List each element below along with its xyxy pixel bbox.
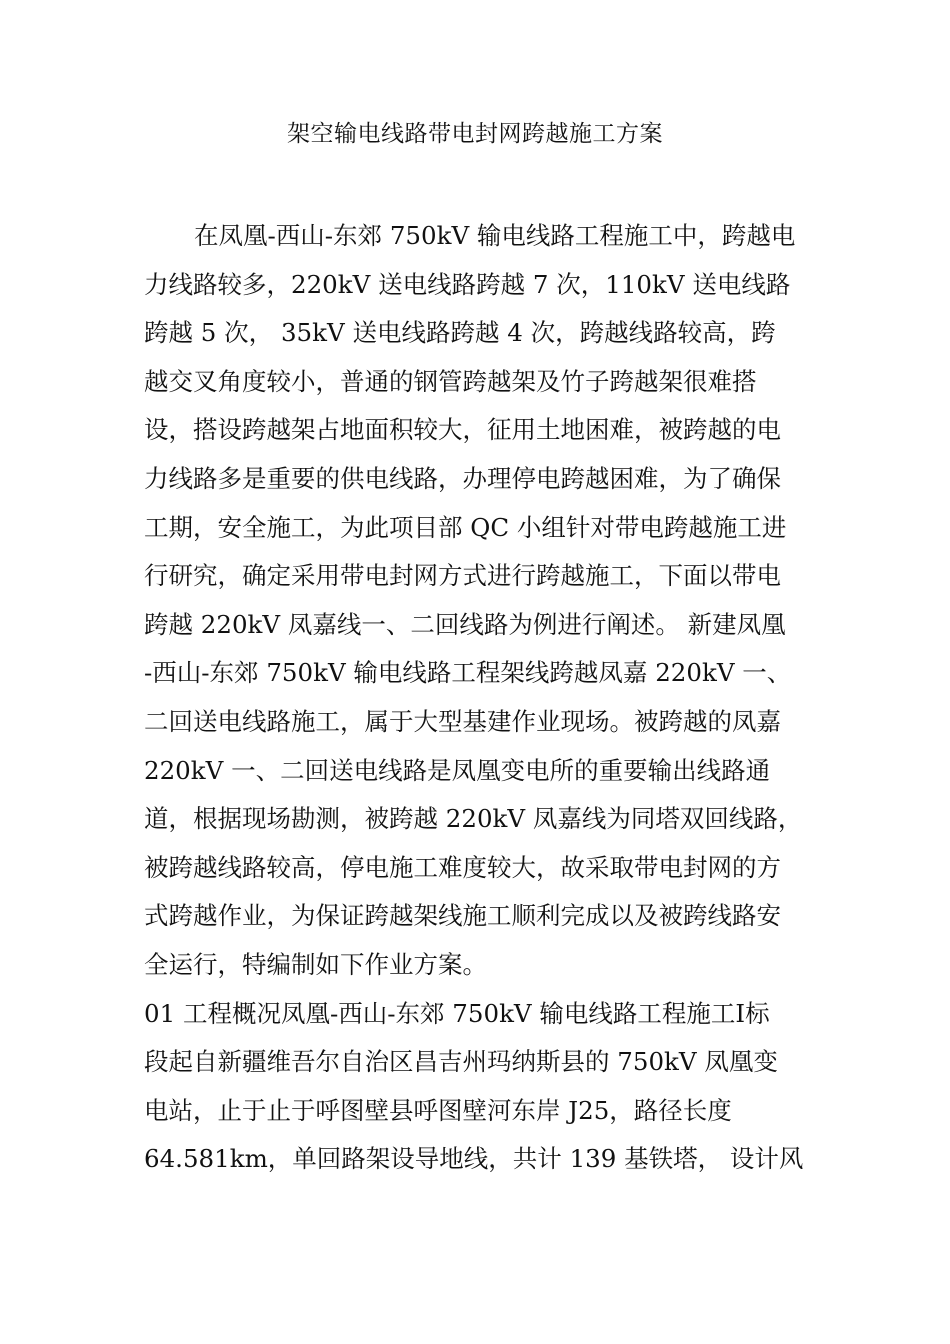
paragraph-line: 电站，止于止于呼图壁县呼图壁河东岸 J25，路径长度 — [144, 1095, 732, 1125]
paragraph-line: 式跨越作业，为保证跨越架线施工顺利完成以及被跨线路安 — [144, 901, 781, 931]
paragraph-line: 被跨越线路较高，停电施工难度较大，故采取带电封网的方 — [144, 852, 781, 882]
paragraph-line: 二回送电线路施工，属于大型基建作业现场。被跨越的凤嘉 — [144, 706, 781, 736]
paragraph-line: 越交叉角度较小，普通的钢管跨越架及竹子跨越架很难搭 — [144, 366, 757, 396]
paragraph-line: 全运行，特编制如下作业方案。 — [144, 949, 487, 979]
paragraph-line: -西山-东郊 750kV 输电线路工程架线跨越凤嘉 220kV 一、 — [144, 658, 792, 688]
paragraph-line: 跨越 220kV 凤嘉线一、二回线路为例进行阐述。 新建凤凰 — [144, 609, 786, 639]
paragraph-line: 64.581km，单回路架设导地线，共计 139 基铁塔， 设计风 — [144, 1144, 804, 1174]
paragraph-line: 力线路多是重要的供电线路，办理停电跨越困难，为了确保 — [144, 463, 781, 493]
paragraph-line: 工期，安全施工，为此项目部 QC 小组针对带电跨越施工进 — [144, 512, 787, 542]
document-body — [144, 212, 808, 1184]
paragraph-line: 01 工程概况凤凰-西山-东郊 750kV 输电线路工程施工Ⅰ标 — [144, 998, 770, 1028]
paragraph-line: 220kV 一、二回送电线路是凤凰变电所的重要输出线路通 — [144, 755, 771, 785]
document-title: 架空输电线路带电封网跨越施工方案 — [287, 121, 663, 147]
paragraph-line: 设，搭设跨越架占地面积较大，征用土地困难，被跨越的电 — [144, 415, 781, 445]
paragraph-line: 段起自新疆维吾尔自治区昌吉州玛纳斯县的 750kV 凤凰变 — [144, 1047, 778, 1077]
paragraph-line: 在凤凰-西山-东郊 750kV 输电线路工程施工中，跨越电 — [194, 221, 796, 250]
paragraph-line: 跨越 5 次， 35kV 送电线路跨越 4 次，跨越线路较高，跨 — [144, 318, 776, 348]
paragraph-line: 道，根据现场勘测，被跨越 220kV 凤嘉线为同塔双回线路， — [144, 804, 803, 834]
paragraph-line: 力线路较多，220kV 送电线路跨越 7 次，110kV 送电线路 — [144, 269, 791, 299]
paragraph-line: 行研究，确定采用带电封网方式进行跨越施工，下面以带电 — [144, 561, 781, 591]
